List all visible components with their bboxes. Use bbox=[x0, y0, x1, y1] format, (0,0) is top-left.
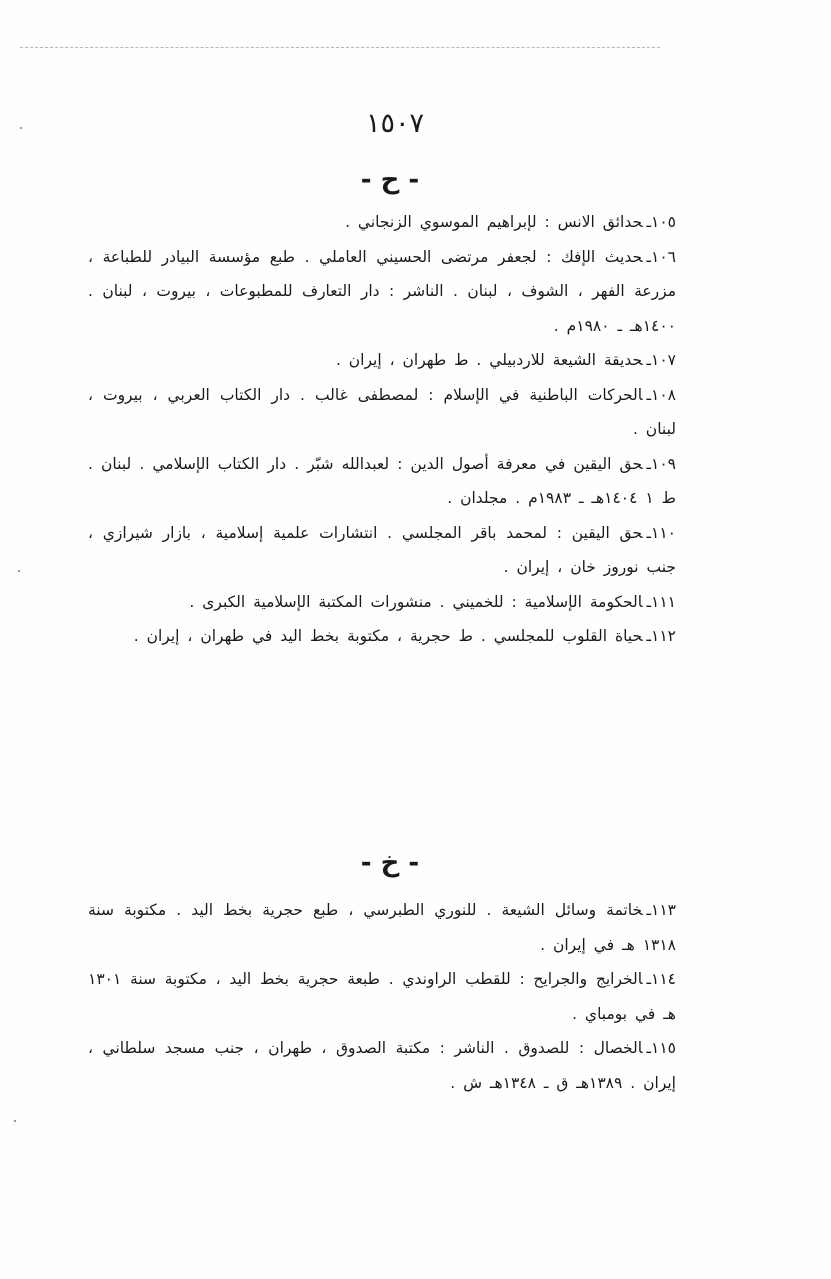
bibliography-list-kha bbox=[88, 893, 676, 1100]
entry-text: حديث الإفك : لجعفر مرتضى الحسيني العاملي . طبع مؤسسة البيادر للطباعة ، مزرعة الفهر ، الشوف ، لبنان . الناشر : دار التعارف للمطبوعات ، بيروت ، لبنان . ١٤٠٠هـ ـ ١٩٨٠م . bbox=[88, 247, 676, 335]
entry-text: الخصال : للصدوق . الناشر : مكتبة الصدوق ، طهران ، جنب مسجد سلطاني ، إيران . ١٣٨٩هـ ق ـ ١٣٤٨هـ ش . bbox=[88, 1039, 676, 1092]
entry-number: ١١٠ـ bbox=[646, 523, 676, 542]
entry-text: الحكومة الإسلامية : للخميني . منشورات المكتبة الإسلامية الكبرى . bbox=[189, 592, 643, 611]
entry-number: ١٠٧ـ bbox=[646, 351, 676, 369]
entry-number: ١١١ـ bbox=[646, 592, 676, 611]
bibliography-entry bbox=[88, 962, 676, 1031]
section-heading-ha: - ح - bbox=[360, 165, 420, 195]
entry-text: حق اليقين : لمحمد باقر المجلسي . انتشارات علمية إسلامية ، بازار شيرازي ، جنب نوروز خان ، إيران . bbox=[88, 523, 676, 576]
bibliography-entry bbox=[88, 585, 676, 620]
entry-number: ١٠٩ـ bbox=[646, 454, 676, 473]
entry-number: ١١٢ـ bbox=[646, 627, 676, 645]
bibliography-entry bbox=[88, 378, 676, 447]
bibliography-entry bbox=[88, 619, 676, 654]
entry-text: حديقة الشيعة للاردبيلي . ط طهران ، إيران . bbox=[335, 351, 643, 369]
entry-text: الحركات الباطنية في الإسلام : لمصطفى غالب . دار الكتاب العربي ، بيروت ، لبنان . bbox=[88, 385, 676, 438]
bibliography-entry bbox=[88, 240, 676, 344]
bibliography-entry bbox=[88, 893, 676, 962]
entry-number: ١٠٨ـ bbox=[646, 385, 676, 404]
bibliography-entry bbox=[88, 1031, 676, 1100]
bibliography-entry bbox=[88, 516, 676, 585]
entry-number: ١٠٦ـ bbox=[646, 247, 676, 266]
section-heading-kha: - خ - bbox=[360, 848, 420, 878]
scan-artifact-line bbox=[20, 47, 660, 48]
entry-text: خاتمة وسائل الشيعة . للنوري الطبرسي ، طبع حجرية بخط اليد . مكتوبة سنة ١٣١٨ هـ في إيران . bbox=[88, 901, 676, 954]
entry-text: الخرايج والجرايح : للقطب الراوندي . طبعة حجرية بخط اليد ، مكتوبة سنة ١٣٠١ هـ في بومباي . bbox=[88, 970, 676, 1023]
scan-speck bbox=[14, 1120, 16, 1122]
entry-text: حق اليقين في معرفة أصول الدين : لعبدالله شبّر . دار الكتاب الإسلامي . لبنان . ط ١ ١٤٠٤هـ ـ ١٩٨٣م . مجلدان . bbox=[88, 454, 676, 507]
scan-speck bbox=[18, 570, 20, 572]
entry-number: ١٠٥ـ bbox=[646, 213, 676, 231]
entry-number: ١١٥ـ bbox=[646, 1039, 676, 1057]
entry-text: حياة القلوب للمجلسي . ط حجرية ، مكتوبة بخط اليد في طهران ، إيران . bbox=[133, 627, 643, 645]
bibliography-entry bbox=[88, 205, 676, 240]
bibliography-entry bbox=[88, 343, 676, 378]
page-number: ١٥٠٧ bbox=[365, 108, 424, 139]
entry-number: ١١٣ـ bbox=[646, 901, 676, 919]
entry-text: حدائق الانس : لإبراهيم الموسوي الزنجاني . bbox=[345, 213, 643, 231]
bibliography-list-ha bbox=[88, 205, 676, 654]
entry-number: ١١٤ـ bbox=[646, 970, 676, 988]
bibliography-entry bbox=[88, 447, 676, 516]
